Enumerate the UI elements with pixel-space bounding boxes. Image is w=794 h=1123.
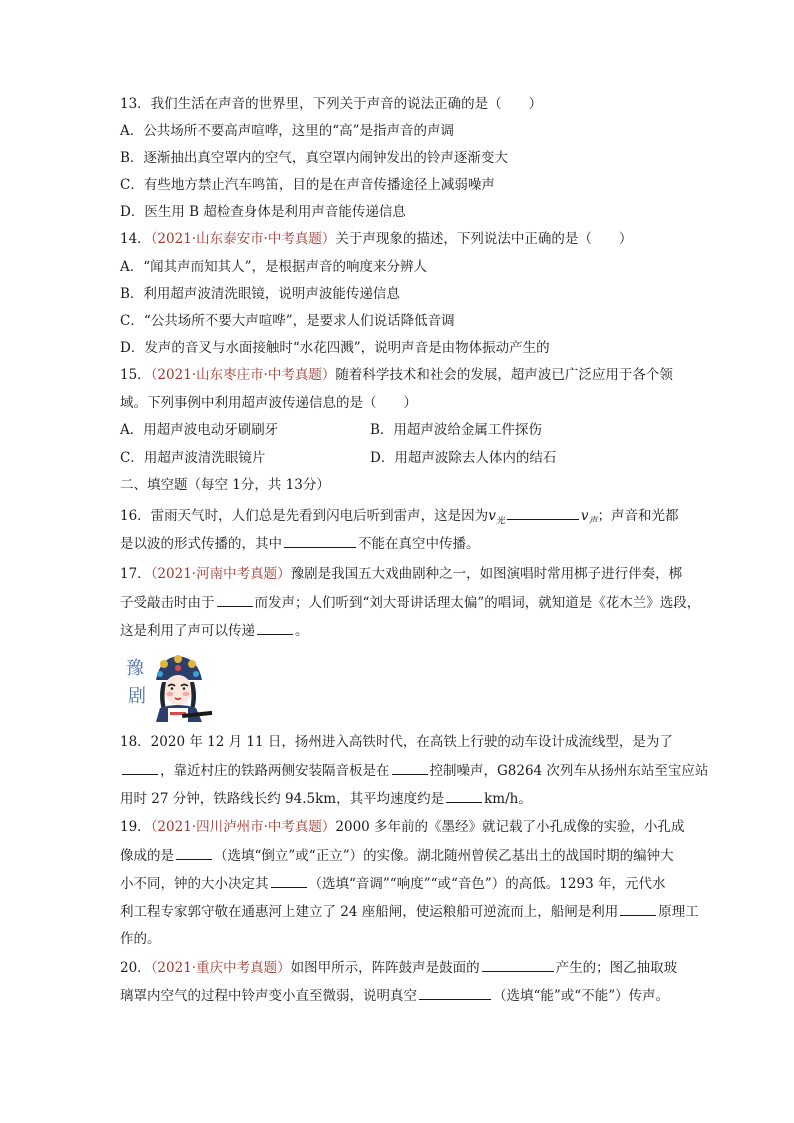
q17-text-3: 而发声；人们听到“刘大哥讲话理太偏”的唱词，就知道是《花木兰》选段， — [254, 595, 701, 611]
q19-blank-2[interactable] — [271, 874, 307, 888]
q15-option-a: A．用超声波电动牙刷刷牙 — [120, 422, 279, 438]
q19-line-5: 作的。 — [120, 931, 161, 947]
q18-blank-3[interactable] — [446, 789, 482, 803]
yu-opera-illustration — [120, 652, 216, 722]
q19-blank-1[interactable] — [176, 846, 212, 860]
q19-source-tag: （2021·四川泸州市·中考真题） — [150, 819, 336, 835]
q16-text-1: 16．雷雨天气时，人们总是先看到闪电后听到雷声，这是因为 — [120, 508, 489, 524]
q16-blank-2[interactable] — [284, 534, 356, 548]
q15-stem-1: 随着科学技术和社会的发展，超声波已广泛应用于各个领 — [335, 367, 673, 383]
q17-line-1 — [120, 565, 720, 583]
q16-text-3: 是以波的形式传播的，其中 — [120, 536, 282, 552]
q18-text-2: ，靠近村庄的铁路两侧安装隔音板是在 — [160, 763, 390, 779]
q14-option-b: B．利用超声波清洗眼镜，说明声波能传递信息 — [120, 286, 400, 302]
q16-blank-1[interactable] — [507, 506, 579, 520]
q15-number: 15． — [120, 367, 151, 383]
q19-text-2: 像成的是 — [120, 848, 174, 864]
q18-line-3 — [120, 789, 720, 808]
q19-text-7: 原理工 — [658, 904, 699, 920]
q17-source-tag: （2021·河南中考真题） — [150, 566, 291, 582]
q20-text-4: （选填“能”或“不能”）传声。 — [493, 988, 670, 1004]
q20-source-tag: （2021·重庆中考真题） — [150, 960, 291, 976]
q15-options-row-2 — [120, 449, 720, 467]
q19-text-1: 2000 多年前的《墨经》就记载了小孔成像的实验，小孔成 — [335, 819, 685, 835]
q20-text-1: 如图甲所示，阵阵鼓声是鼓面的 — [290, 960, 480, 976]
q19-text-3: （选填“倒立”或“正立”）的实像。湖北随州曾侯乙基出土的战国时期的编钟大 — [214, 848, 674, 864]
q20-text-2: 产生的；图乙抽取玻 — [555, 960, 678, 976]
v-light-symbol: v — [488, 508, 496, 524]
q14-source-tag: （2021·山东泰安市·中考真题） — [150, 231, 336, 247]
q19-text-6: 利工程专家郭守敬在通惠河上建立了 24 座船闸，使运粮船可逆流而上，船闸是利用 — [120, 904, 619, 920]
q15-option-b: B．用超声波给金属工件探伤 — [370, 422, 542, 438]
q15-stem-line-2: 域。下列事例中利用超声波传递信息的是（ ） — [120, 395, 417, 411]
q19-number: 19． — [120, 819, 151, 835]
q16-text-2: ；声音和光都 — [597, 508, 679, 524]
q14-stem: 关于声现象的描述，下列说法中正确的是（ ） — [335, 231, 633, 247]
q15-source-tag: （2021·山东枣庄市·中考真题） — [150, 367, 336, 383]
q19-text-5: （选填“音调”“响度”“或“音色”）的高低。1293 年，元代水 — [308, 876, 666, 892]
illustration-char-1: 豫 — [126, 658, 144, 679]
q18-text-4: 用时 27 分钟，铁路线长约 94.5km，其平均速度约是 — [120, 791, 445, 807]
v-sound-subscript: 声 — [588, 516, 598, 527]
q13-option-d: D．医生用 B 超检查身体是利用声音能传递信息 — [120, 204, 406, 220]
q18-line-2 — [120, 761, 720, 780]
q13-stem: 13．我们生活在声音的世界里，下列关于声音的说法正确的是（ ） — [120, 96, 543, 112]
q14-option-c: C．“公共场所不要大声喧哗”，是要求人们说话降低音调 — [120, 313, 455, 329]
q19-blank-3[interactable] — [620, 902, 656, 916]
q20-number: 20． — [120, 960, 151, 976]
v-sound-symbol: v — [580, 508, 589, 524]
illustration-char-2: 剧 — [128, 686, 146, 707]
q16-line-2 — [120, 534, 720, 553]
q20-line-2 — [120, 986, 720, 1005]
q16-line-1 — [120, 506, 720, 531]
q19-line-2 — [120, 846, 720, 865]
q19-line-1 — [120, 818, 720, 836]
q17-line-3 — [120, 621, 720, 640]
q20-text-3: 璃罩内空气的过程中铃声变小直至微弱，说明真空 — [120, 988, 417, 1004]
q18-text-3: 控制噪声，G8264 次列车从扬州东站至宝应站 — [429, 763, 709, 779]
q13-option-a: A．公共场所不要高声喧哗，这里的“高”是指声音的声调 — [120, 123, 455, 139]
q15-stem-line-1 — [120, 366, 720, 384]
q15-option-d: D．用超声波除去人体内的结石 — [370, 450, 557, 466]
q18-text-5: km/h。 — [484, 791, 532, 807]
q19-line-4 — [120, 902, 720, 921]
q17-line-2 — [120, 593, 720, 612]
v-light-subscript: 光 — [495, 516, 505, 527]
q17-text-1: 豫剧是我国五大戏曲剧种之一，如图演唱时常用梆子进行伴奏，梆 — [290, 566, 683, 582]
section-heading: 二、填空题（每空 1分，共 13分） — [120, 477, 330, 493]
q19-text-4: 小不同，钟的大小决定其 — [120, 876, 269, 892]
q18-line-1: 18．2020 年 12 月 11 日，扬州进入高铁时代，在高铁上行驶的动车设计成流线型，是为了 — [120, 734, 673, 750]
q14-number: 14． — [120, 231, 151, 247]
q13-option-c: C．有些地方禁止汽车鸣笛，目的是在声音传播途径上减弱噪声 — [120, 177, 495, 193]
q14-stem-line — [120, 230, 720, 248]
q19-line-3 — [120, 874, 720, 893]
q20-blank-1[interactable] — [482, 958, 554, 972]
q16-text-4: 不能在真空中传播。 — [358, 536, 480, 552]
q17-text-4: 这是利用了声可以传递 — [120, 623, 255, 639]
q17-text-2: 子受敲击时由于 — [120, 595, 215, 611]
q15-options-row-1 — [120, 421, 720, 439]
q13-option-b: B．逐渐抽出真空罩内的空气，真空罩内闹钟发出的铃声逐渐变大 — [120, 150, 508, 166]
q14-option-d: D．发声的音叉与水面接触时“水花四溅”，说明声音是由物体振动产生的 — [120, 340, 550, 356]
q14-option-a: A．“闻其声而知其人”，是根据声音的响度来分辨人 — [120, 259, 428, 275]
q18-blank-2[interactable] — [392, 761, 428, 775]
q20-blank-2[interactable] — [419, 986, 491, 1000]
q17-text-5: 。 — [295, 623, 309, 639]
q20-line-1 — [120, 958, 720, 977]
q18-blank-1[interactable] — [122, 761, 158, 775]
q17-number: 17． — [120, 566, 151, 582]
q17-blank-1[interactable] — [217, 593, 253, 607]
q15-option-c: C．用超声波清洗眼镜片 — [120, 450, 266, 466]
q17-blank-2[interactable] — [257, 621, 293, 635]
